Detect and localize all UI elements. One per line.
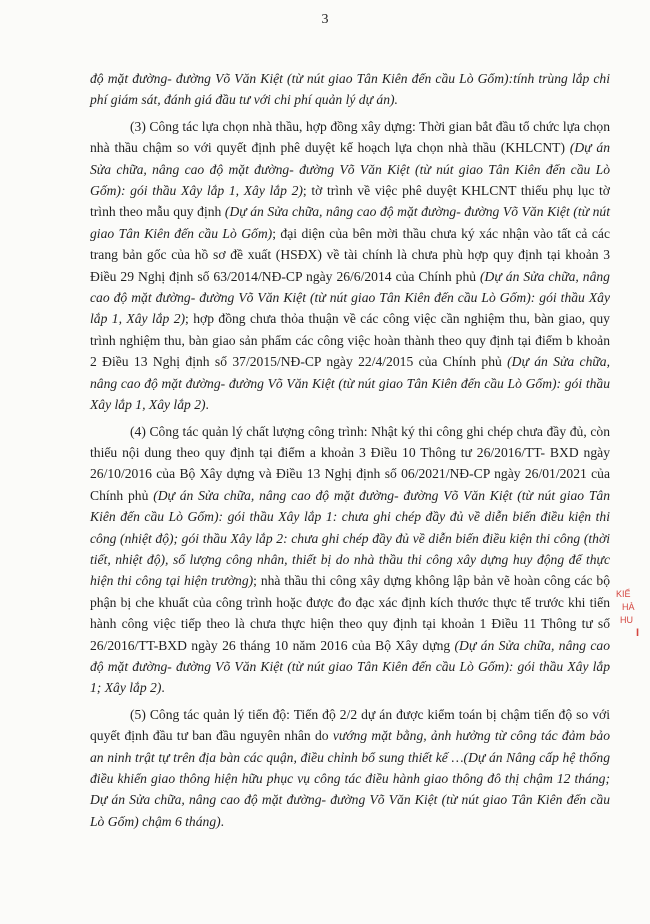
paragraph-continuation bbox=[90, 68, 610, 111]
italic-text-run: (Dự án Sửa chữa, nâng cao độ mặt đường- đường Võ Văn Kiệt (từ nút giao Tân Kiên đến cầu Lò Gốm): gói thầu Xây lắp 1, Xây lắp 2) bbox=[90, 268, 610, 327]
paragraph-quality-management bbox=[90, 421, 610, 699]
text-run: . bbox=[161, 680, 165, 696]
text-run: ; nhà thầu thi công xây dựng không lập bản vẽ hoàn công các bộ phận bị che khuất của công trình hoặc được đo đạc xác định kích thước thực tế trước khi tiến hành công việc tiếp theo là chưa thực hiện theo quy định tại khoản 1 Điều 11 Thông tư số 26/2016/TT-BXD ngày 26 tháng 10 năm 2016 của Bộ Xây dựng bbox=[90, 573, 610, 653]
italic-text-run: vướng mặt bằng, ảnh hưởng từ công tác đảm bảo an ninh trật tự trên địa bàn các quận, điều chỉnh bổ sung thiết kế …(Dự án Nâng cấp hệ thống điều khiển giao thông hiện hữu phục vụ công tác điều hành giao thông đô thị chậm 12 tháng; Dự án Sửa chữa, nâng cao độ mặt đường- đường Võ Văn Kiệt (từ nút giao Tân Kiên đến cầu Lò Gốm) chậm 6 tháng) bbox=[90, 728, 610, 829]
italic-text-run: (Dự án Sửa chữa, nâng cao độ mặt đường- đường Võ Văn Kiệt (từ nút giao Tân Kiên đến cầu Lò Gốm): gói thầu Xây lắp 1, Xây lắp 2) bbox=[90, 140, 610, 199]
stamp-text: KIỂ bbox=[616, 589, 631, 599]
text-run: ; tờ trình về việc phê duyệt KHLCNT thiếu phụ lục tờ trình theo mẫu quy định bbox=[90, 183, 610, 220]
italic-text-run: (Dự án Sửa chữa, nâng cao độ mặt đường- đường Võ Văn Kiệt (từ nút giao Tân Kiên đến cầu Lò Gốm) bbox=[90, 204, 610, 241]
page-number: 3 bbox=[321, 12, 329, 27]
stamp-text: I bbox=[636, 627, 640, 639]
italic-text-run: (Dự án Sửa chữa, nâng cao độ mặt đường- đường Võ Văn Kiệt (từ nút giao Tân Kiên đến cầu Lò Gốm): gói thầu Xây lắp 1: chưa ghi chép đầy đủ về diễn biến điều kiện thi công (nhiệt độ); gói thầu Xây lắp 2: chưa ghi chép đầy đủ về diễn biến điều kiện thi công (thời tiết, nhiệt độ), số lượng công nhân, thiết bị do nhà thầu thi công xây dựng huy động để thực hiện thi công tại hiện trường) bbox=[90, 487, 610, 589]
paragraph-schedule-management bbox=[90, 704, 610, 832]
italic-text-run: (Dự án Sửa chữa, nâng cao độ mặt đường- đường Võ Văn Kiệt (từ nút giao Tân Kiên đến cầu Lò Gốm): gói thầu Xây lắp 1, Xây lắp 2) bbox=[90, 354, 610, 413]
stamp-text: HU bbox=[620, 615, 633, 625]
text-run: ; đại diện của bên mời thầu chưa ký xác nhận vào tất cả các trang bản gốc của hồ sơ đề xuất (HSĐX) về tài chính là chưa phù hợp quy định tại khoản 3 Điều 29 Nghị định số 63/2014/NĐ-CP ngày 26/6/2014 của Chính phủ bbox=[90, 225, 610, 284]
stamp-text: HÀ bbox=[622, 602, 635, 612]
red-seal-stamp-fragment bbox=[616, 560, 650, 700]
text-run: (4) Công tác quản lý chất lượng công trình: Nhật ký thi công ghi chép chưa đầy đủ, còn thiếu nội dung theo quy định tại điểm a khoản 3 Điều 10 Thông tư 26/2016/TT- BXD ngày 26/10/2016 của Bộ Xây dựng và Điều 13 Nghị định số 06/2021/NĐ-CP ngày 26/01/2021 của Chính phủ bbox=[90, 423, 610, 503]
text-run: ; hợp đồng chưa thỏa thuận về các công việc cần nghiệm thu, bàn giao, quy trình nghiệm thu, bàn giao sản phẩm các công việc hoàn thành theo quy định tại điểm b khoản 2 Điều 13 Nghị định số 37/2015/NĐ-CP ngày 22/4/2015 của Chính phủ bbox=[90, 311, 610, 370]
document-body bbox=[90, 68, 610, 837]
italic-text-run: độ mặt đường- đường Võ Văn Kiệt (từ nút giao Tân Kiên đến cầu Lò Gốm):tính trùng lắp chi phí giám sát, đánh giá đầu tư với chi phí quản lý dự án). bbox=[90, 71, 610, 108]
paragraph-contractor-selection bbox=[90, 116, 610, 416]
text-run: (3) Công tác lựa chọn nhà thầu, hợp đồng xây dựng: Thời gian bắt đầu tổ chức lựa chọn nhà thầu chậm so với quyết định phê duyệt kế hoạch lựa chọn nhà thầu (KHLCNT) bbox=[90, 118, 610, 156]
text-run: (5) Công tác quản lý tiến độ: Tiến độ 2/2 dự án được kiểm toán bị chậm tiến độ so với quyết định đầu tư ban đầu nguyên nhân do bbox=[90, 706, 610, 744]
text-run: . bbox=[205, 397, 209, 413]
italic-text-run: (Dự án Sửa chữa, nâng cao độ mặt đường- đường Võ Văn Kiệt (từ nút giao Tân Kiên đến cầu Lò Gốm): gói thầu Xây lắp 1; Xây lắp 2) bbox=[90, 637, 610, 696]
text-run: . bbox=[220, 813, 225, 829]
